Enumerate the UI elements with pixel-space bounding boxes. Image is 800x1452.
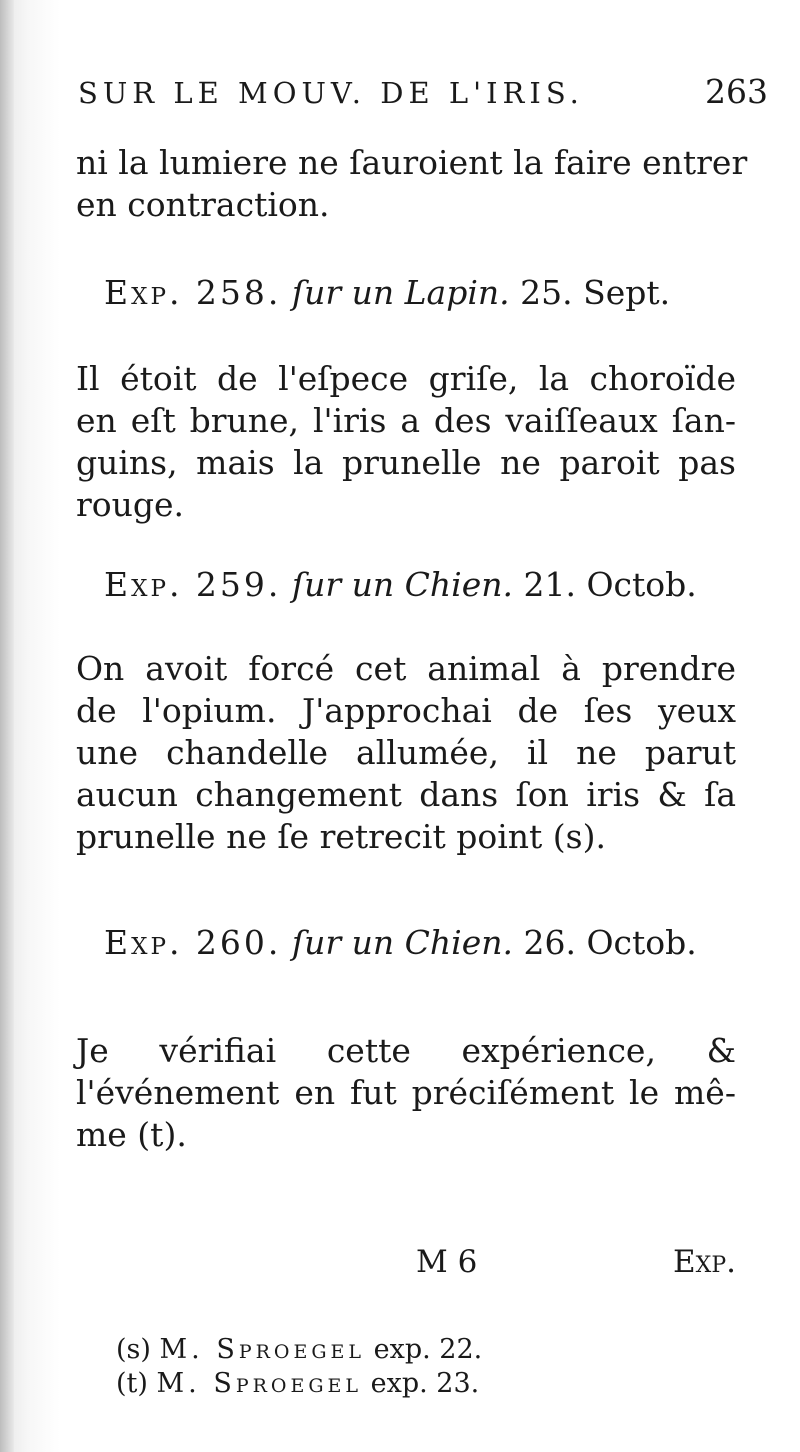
experiment-label: Exp. 260. xyxy=(104,923,282,962)
experiment-subject: ſur un Chien. xyxy=(291,923,513,962)
text-line: en contraction. xyxy=(76,185,330,224)
experiment-259-heading xyxy=(104,564,704,606)
text-line: de l'opium. J'approchai de ſes yeux xyxy=(76,691,736,730)
text-line: l'événement en fut préciſément le mê- xyxy=(76,1073,736,1112)
text-line: ni la lumiere ne ſauroient la faire entrer xyxy=(76,143,748,182)
footnote xyxy=(116,1333,676,1367)
signature-mark: M 6 xyxy=(416,1244,478,1280)
page-gutter-shadow xyxy=(0,0,14,1452)
text-line: Je vérifiai cette expérience, & xyxy=(76,1031,736,1070)
catchword: Exp. xyxy=(673,1244,736,1280)
experiment-subject: ſur un Chien. xyxy=(291,565,513,604)
experiment-date: 25. Sept. xyxy=(520,273,671,312)
footnote-author: M. Sproegel xyxy=(156,1368,363,1399)
footnote-mark: (s) xyxy=(116,1334,151,1365)
text-line: aucun changement dans ſon iris & ſa xyxy=(76,775,736,814)
text-line: une chandelle allumée, il ne parut xyxy=(76,733,736,772)
text-line: Il étoit de l'eſpece griſe, la choroïde xyxy=(76,359,736,398)
footnote-author: M. Sproegel xyxy=(159,1334,366,1365)
footnote-ref: exp. 22. xyxy=(373,1334,483,1365)
experiment-259-paragraph xyxy=(76,648,736,858)
footnote-ref: exp. 23. xyxy=(370,1368,480,1399)
running-head-title: SUR LE MOUV. DE L'IRIS. xyxy=(78,76,584,110)
footnote xyxy=(116,1367,676,1401)
running-head xyxy=(78,72,768,111)
experiment-label: Exp. 259. xyxy=(104,565,282,604)
experiment-260-heading xyxy=(104,922,704,964)
text-line: me (t). xyxy=(76,1115,187,1154)
text-line: guins, mais la prunelle ne paroit pas xyxy=(76,443,736,482)
experiment-260-paragraph xyxy=(76,1030,736,1156)
experiment-label: Exp. 258. xyxy=(104,273,282,312)
experiment-258-heading xyxy=(104,272,704,314)
experiment-258-paragraph xyxy=(76,358,736,526)
continuation-paragraph xyxy=(76,142,748,226)
text-line: rouge. xyxy=(76,485,185,524)
text-line: en eſt brune, l'iris a des vaiſſeaux ſan- xyxy=(76,401,736,440)
experiment-date: 21. Octob. xyxy=(523,565,697,604)
experiment-date: 26. Octob. xyxy=(523,923,697,962)
footnotes xyxy=(116,1333,676,1401)
experiment-subject: ſur un Lapin. xyxy=(291,273,510,312)
page-number: 263 xyxy=(705,72,768,111)
footnote-mark: (t) xyxy=(116,1368,148,1399)
text-line: On avoit forcé cet animal à prendre xyxy=(76,649,736,688)
text-line: prunelle ne ſe retrecit point (s). xyxy=(76,817,606,856)
